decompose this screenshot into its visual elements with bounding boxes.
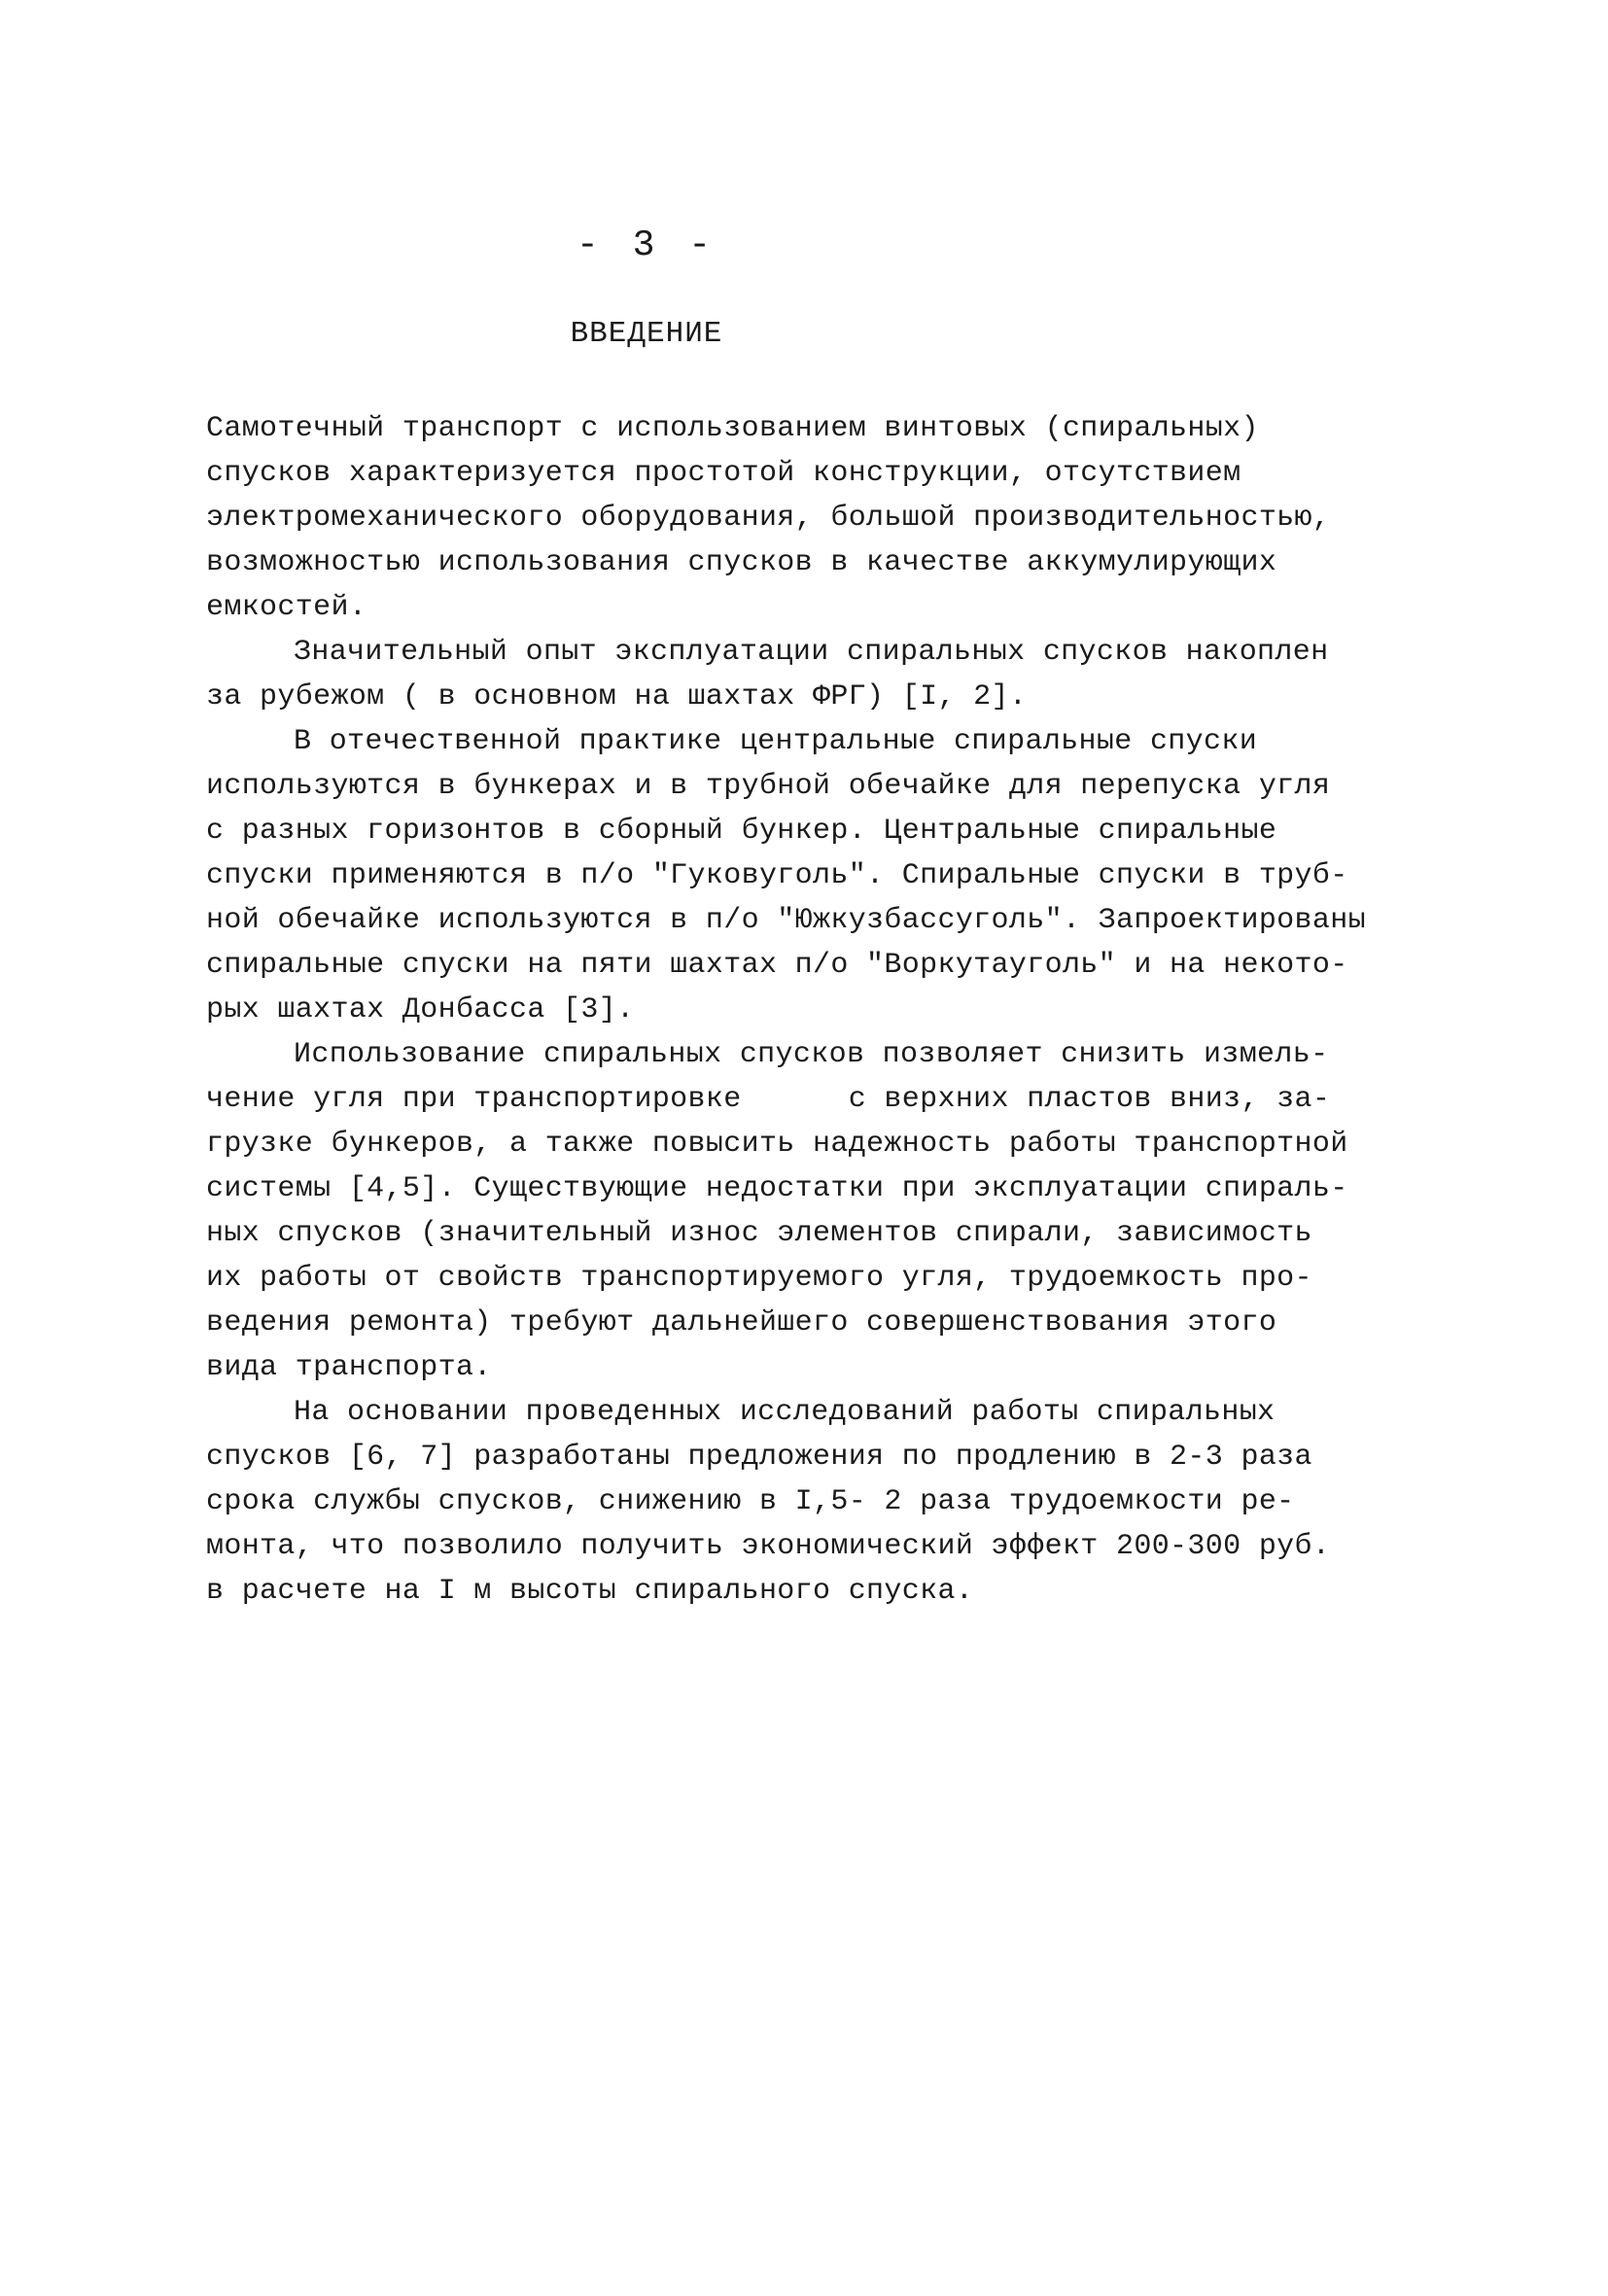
text-line: системы [4,5]. Существующие недостатки при эксплуатации спираль-	[206, 1172, 1348, 1205]
text-line: емкостей.	[206, 591, 367, 624]
text-line: спиральные спуски на пяти шахтах п/о "Воркутауголь" и на некото-	[206, 949, 1348, 982]
text-line: ведения ремонта) требуют дальнейшего совершенствования этого	[206, 1306, 1277, 1339]
text-line: спуски применяются в п/о "Гуковуголь". Спиральные спуски в труб-	[206, 859, 1348, 892]
text-line: Использование спиральных спусков позволяет снизить измель-	[294, 1038, 1329, 1071]
text-line: с разных горизонтов в сборный бункер. Центральные спиральные	[206, 815, 1277, 848]
text-line: используются в бункерах и в трубной обечайке для перепуска угля	[206, 770, 1331, 803]
text-line: Значительный опыт эксплуатации спиральных спусков накоплен	[294, 636, 1329, 669]
text-line: ных спусков (значительный износ элементов спирали, зависимость	[206, 1217, 1312, 1250]
text-line: На основании проведенных исследований работы спиральных	[294, 1396, 1276, 1429]
text-line: рых шахтах Донбасса [3].	[206, 993, 635, 1026]
text-line: грузке бункеров, а также повысить надежность работы транспортной	[206, 1128, 1348, 1161]
text-line: спусков характеризуется простотой конструкции, отсутствием	[206, 457, 1241, 490]
text-line: их работы от свойств транспортируемого угля, трудоемкость про-	[206, 1262, 1312, 1295]
text-line: чение угля при транспортировке с верхних пластов вниз, за-	[206, 1083, 1331, 1116]
text-line: за рубежом ( в основном на шахтах ФРГ) [I, 2].	[206, 680, 1028, 713]
page-number: - 3 -	[576, 225, 717, 266]
text-line: возможностью использования спусков в качестве аккумулирующих	[206, 546, 1277, 579]
body-text	[206, 406, 1421, 1614]
text-line: Самотечный транспорт с использованием винтовых (спиральных)	[206, 412, 1259, 445]
text-line: электромеханического оборудования, большой производительностью,	[206, 502, 1331, 535]
text-line: спусков [6, 7] разработаны предложения по продлению в 2-3 раза	[206, 1441, 1312, 1474]
text-line: срока службы спусков, снижению в I,5- 2 раза трудоемкости ре-	[206, 1485, 1295, 1518]
text-line: вида транспорта.	[206, 1351, 492, 1384]
section-title: ВВЕДЕНИЕ	[570, 317, 723, 351]
text-line: В отечественной практике центральные спиральные спуски	[294, 725, 1258, 758]
text-line: монта, что позволило получить экономический эффект 200-300 руб.	[206, 1530, 1331, 1563]
text-line: в расчете на I м высоты спирального спуска.	[206, 1575, 974, 1608]
text-line: ной обечайке используются в п/о "Южкузбассуголь". Запроектированы	[206, 904, 1366, 937]
